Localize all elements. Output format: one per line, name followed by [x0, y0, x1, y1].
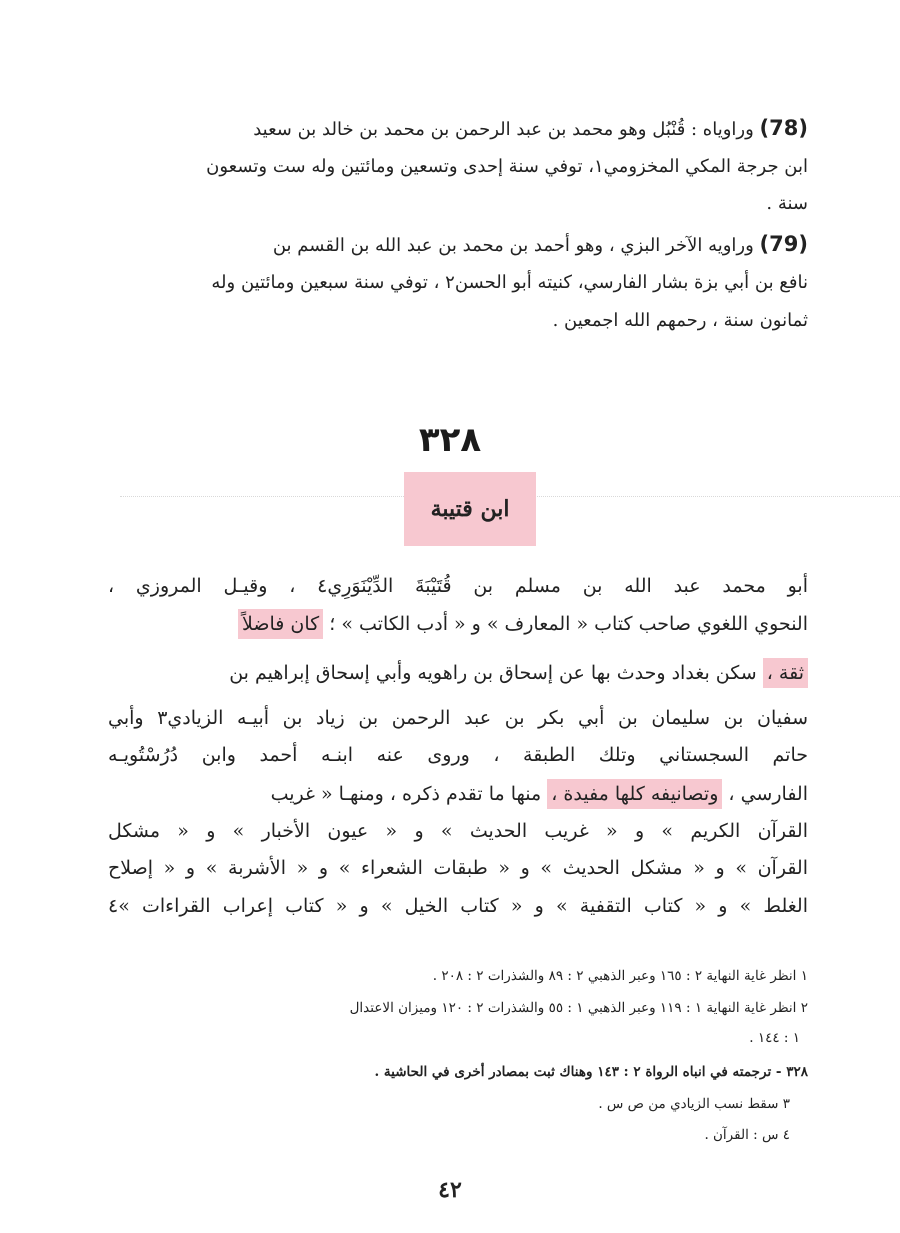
body-line-5: حاتم السجستاني وتلك الطبقة ، وروى عنه ابنـه أحمد وابن دُرُسْتُويـه	[108, 744, 808, 766]
para-78-line-2: ابن جرجة المكي المخزومي١، توفي سنة إحدى وتسعين ومائتين وله ست وتسعون	[206, 156, 808, 177]
body-line-3-text: سكن بغداد وحدث بها عن إسحاق بن راهويه وأبي إسحاق إبراهيم بن	[229, 662, 757, 684]
para-78-number: (78)	[759, 116, 808, 140]
highlight-tasanifuhu: وتصانيفه كلها مفيدة ،	[547, 779, 722, 809]
footnote-4: ٤ س : القرآن .	[704, 1127, 790, 1143]
body-line-8: القرآن » و « مشكل الحديث » و « طبقات الشعراء » و « الأشربة » و « إصلاح	[108, 857, 808, 879]
para-79-number: (79)	[759, 232, 808, 256]
para-78-text-1: وراوياه : قُنْبُل وهو محمد بن عبد الرحمن بن محمد بن خالد بن سعيد	[253, 119, 754, 140]
entry-name: ابن قتيبة	[430, 496, 510, 522]
body-line-6-text-b: منها ما تقدم ذكره ، ومنهـا « غريب	[270, 783, 542, 805]
body-line-4: سفيان بن سليمان بن أبي بكر بن عبد الرحمن بن زياد بن أبيـه الزيادي٣ وأبي	[108, 707, 808, 729]
highlight-thiqa: ثقة ،	[763, 658, 808, 688]
footnote-1: ١ انظر غاية النهاية ٢ : ١٦٥ وعبر الذهبي ٢ : ٨٩ والشذرات ٢ : ٢٠٨ .	[432, 968, 808, 984]
highlight-kana-fadilan: كان فاضلاً	[238, 609, 323, 639]
para-79-line-2: نافع بن أبي بزة بشار الفارسي، كنيته أبو الحسن٢ ، توفي سنة سبعين ومائتين وله	[211, 272, 808, 293]
page-number: ٤٢	[438, 1177, 462, 1203]
body-line-7: القرآن الكريم » و « غريب الحديث » و « عيون الأخبار » و « مشكل	[108, 820, 808, 842]
footnote-2: ٢ انظر غاية النهاية ١ : ١١٩ وعبر الذهبي ١ : ٥٥ والشذرات ٢ : ١٢٠ وميزان الاعتدال	[349, 1000, 808, 1016]
body-line-6-text-a: الفارسي ،	[728, 783, 808, 805]
body-line-2-text: النحوي اللغوي صاحب كتاب « المعارف » و « أدب الكاتب » ؛	[329, 613, 808, 635]
entry-number: ٣٢٨	[418, 420, 482, 460]
para-78-line-1	[253, 110, 808, 148]
entry-name-highlight	[404, 472, 536, 546]
para-78-line-3: سنة .	[766, 193, 808, 214]
para-79-line-3: ثمانون سنة ، رحمهم الله اجمعين .	[552, 310, 808, 331]
body-line-1: أبو محمد عبد الله بن مسلم بن قُتَيْبَةَ الدِّيْنَوَرِي٤ ، وقيـل المروزي ،	[108, 575, 808, 597]
body-line-6	[108, 776, 808, 813]
body-line-9: الغلط » و « كتاب التقفية » و « كتاب الخيل » و « كتاب إعراب القراءات »٤	[108, 895, 808, 917]
footnote-3: ٣ سقط نسب الزيادي من ص س .	[598, 1096, 790, 1112]
body-line-3	[108, 655, 808, 692]
footnote-328: ٣٢٨ - ترجمته في انباه الرواة ٢ : ١٤٣ وهناك ثبت بمصادر أخرى في الحاشية .	[374, 1064, 808, 1080]
footnote-2-cont: ١ : ١٤٤ .	[749, 1030, 800, 1046]
para-79-text-1: وراويه الآخر البزي ، وهو أحمد بن محمد بن عبد الله بن القسم بن	[272, 235, 754, 256]
para-79-line-1	[273, 226, 808, 264]
body-line-2	[108, 606, 808, 643]
